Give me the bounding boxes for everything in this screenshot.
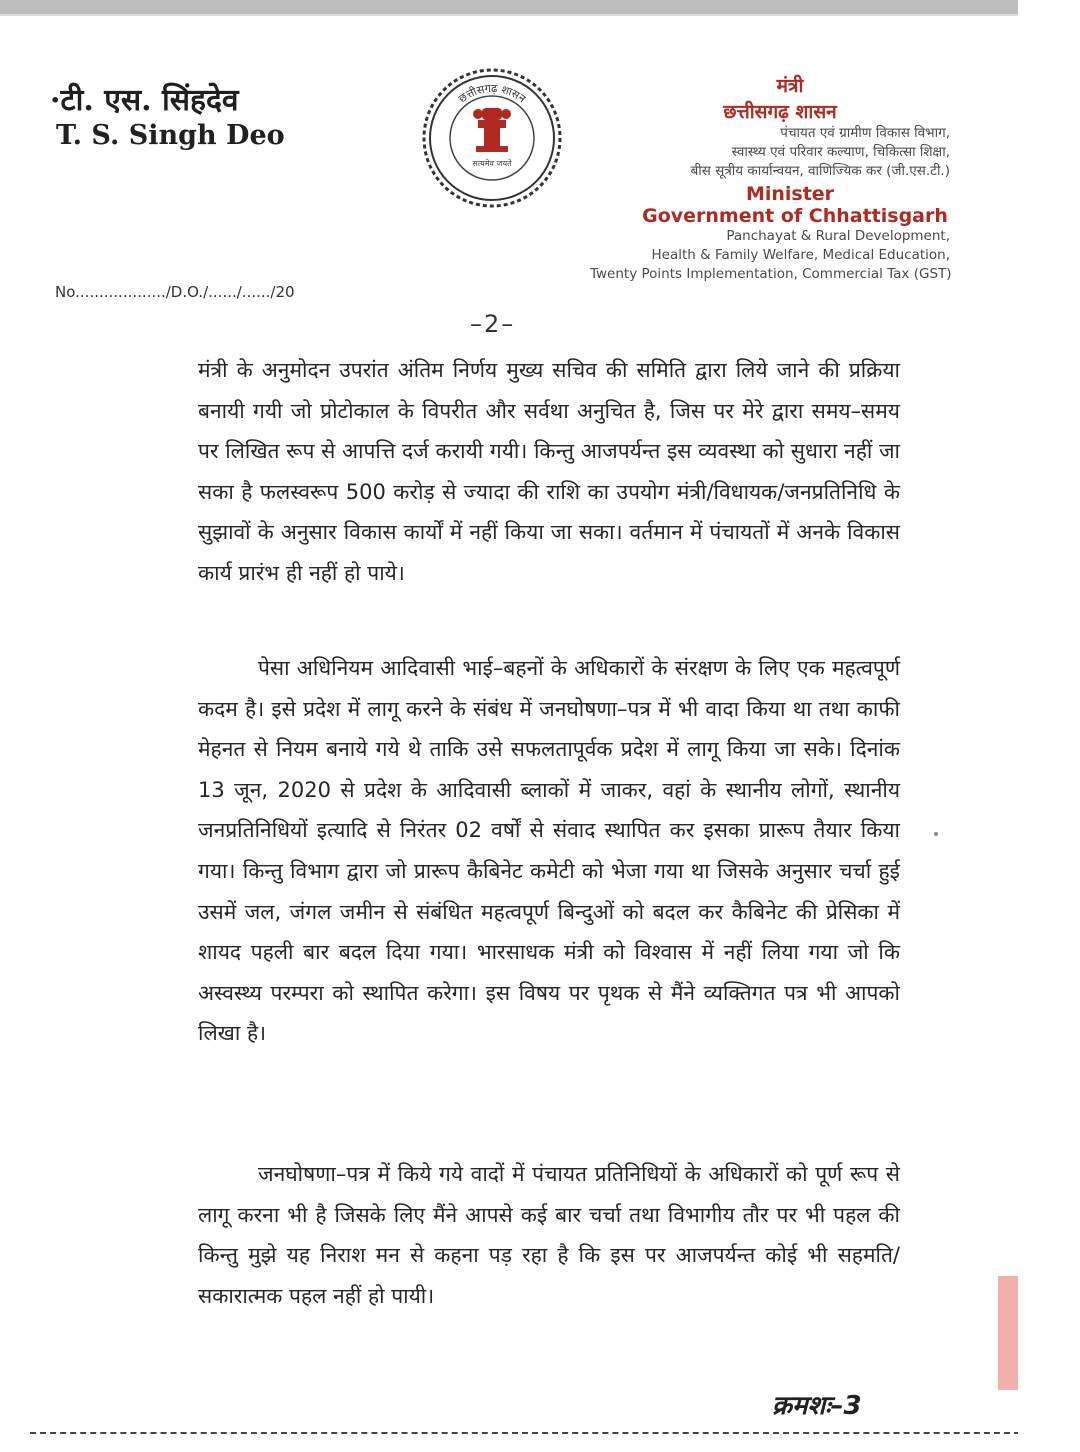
letterhead-office xyxy=(590,72,950,284)
portfolio-hindi-2: स्वास्थ्य एवं परिवार कल्याण, चिकित्सा शिक्षा, xyxy=(731,144,950,160)
footer-divider xyxy=(30,1432,1020,1434)
speck xyxy=(934,832,938,836)
top-bar xyxy=(0,0,1018,14)
office-org-hindi: छत्तीसगढ़ शासन xyxy=(723,101,837,123)
top-bar-edge xyxy=(0,14,1018,16)
reference-number: No.................../D.O./....../....../20 xyxy=(55,283,295,301)
paragraph-3: जनघोषणा–पत्र में किये गये वादों में पंचायत प्रतिनिधियों के अधिकारों को पूर्ण रूप से लागू करना भी है जिसके लिए मैंने आपसे कई बार चर्चा तथा विभागीय तौर पर भी पहल की किन्तु मुझे यह निराश मन से कहना पड़ रहा है कि इस पर आजपर्यन्त कोई भी सहमति/सकारात्मक पहल नहीं हो पायी। xyxy=(198,1162,900,1308)
state-emblem-seal-icon xyxy=(420,66,564,210)
sender-name-english: T. S. Singh Deo xyxy=(56,120,285,151)
office-org-english: Government of Chhattisgarh xyxy=(642,205,948,227)
seal-text: छत्तीसगढ़ शासन xyxy=(455,81,529,106)
sender-name-hindi: ·टी. एस. सिंहदेव xyxy=(50,83,239,118)
page-margin xyxy=(1018,0,1080,1452)
portfolio-hindi-1: पंचायत एवं ग्रामीण विकास विभाग, xyxy=(780,125,950,141)
continued-marker: क्रमशः–3 xyxy=(772,1391,862,1421)
seal-motto: सत्यमेव जयते xyxy=(472,159,512,168)
scroll-indicator[interactable] xyxy=(998,1276,1018,1390)
portfolio-hindi-3: बीस सूत्रीय कार्यान्वयन, वाणिज्यिक कर (जी.एस.टी.) xyxy=(690,163,950,179)
paragraph-1: मंत्री के अनुमोदन उपरांत अंतिम निर्णय मुख्य सचिव की समिति द्वारा लिये जाने की प्रक्रिया बनायी गयी जो प्रोटोकाल के विपरीत और सर्वथा अनुचित है, जिस पर मेरे द्वारा समय–समय पर लिखित रूप से आपत्ति दर्ज करायी गयी। किन्तु आजपर्यन्त इस व्यवस्था को सुधारा नहीं जा सका है फलस्वरूप 500 करोड़ से ज्यादा की राशि का उपयोग मंत्री/विधायक/जनप्रतिनिधि के सुझावों के अनुसार विकास कार्यों में नहीं किया जा सका। वर्तमान में पंचायतों में अनके विकास कार्य प्रारंभ ही नहीं हो पाये। xyxy=(198,358,900,585)
office-title-hindi: मंत्री xyxy=(776,75,804,97)
page-number: –2– xyxy=(470,310,516,338)
portfolio-english-3: Twenty Points Implementation, Commercial Tax (GST) xyxy=(590,266,952,282)
portfolio-english-2: Health & Family Welfare, Medical Education, xyxy=(651,247,950,263)
office-title-english: Minister xyxy=(745,183,835,205)
portfolio-english-1: Panchayat & Rural Development, xyxy=(726,228,950,244)
paragraph-2: पेसा अधिनियम आदिवासी भाई–बहनों के अधिकारों के संरक्षण के लिए एक महत्वपूर्ण कदम है। इसे प्रदेश में लागू करने के संबंध में जनघोषणा–पत्र में भी वादा किया था तथा काफी मेहनत से नियम बनाये गये थे ताकि उसे सफलतापूर्वक प्रदेश में लागू किया जा सके। दिनांक 13 जून, 2020 से प्रदेश के आदिवासी ब्लाकों में जाकर, वहां के स्थानीय लोगों, स्थानीय जनप्रतिनिधियों इत्यादि से निरंतर 02 वर्षों से संवाद स्थापित कर इसका प्रारूप तैयार किया गया। किन्तु विभाग द्वारा जो प्रारूप कैबिनेट कमेटी को भेजा गया था जिसके अनुसार चर्चा हुई उसमें जल, जंगल जमीन से संबंधित महत्वपूर्ण बिन्दुओं को बदल कर कैबिनेट की प्रेसिका में शायद पहली बार बदल दिया गया। भारसाधक मंत्री को विश्वास में नहीं लिया गया जो कि अस्वस्थ्य परम्परा को स्थापित करेगा। इस विषय पर पृथक से मैंने व्यक्तिगत पत्र भी आपको लिखा है। xyxy=(198,656,900,1046)
svg-text:छत्तीसगढ़ शासन xyxy=(456,82,529,106)
